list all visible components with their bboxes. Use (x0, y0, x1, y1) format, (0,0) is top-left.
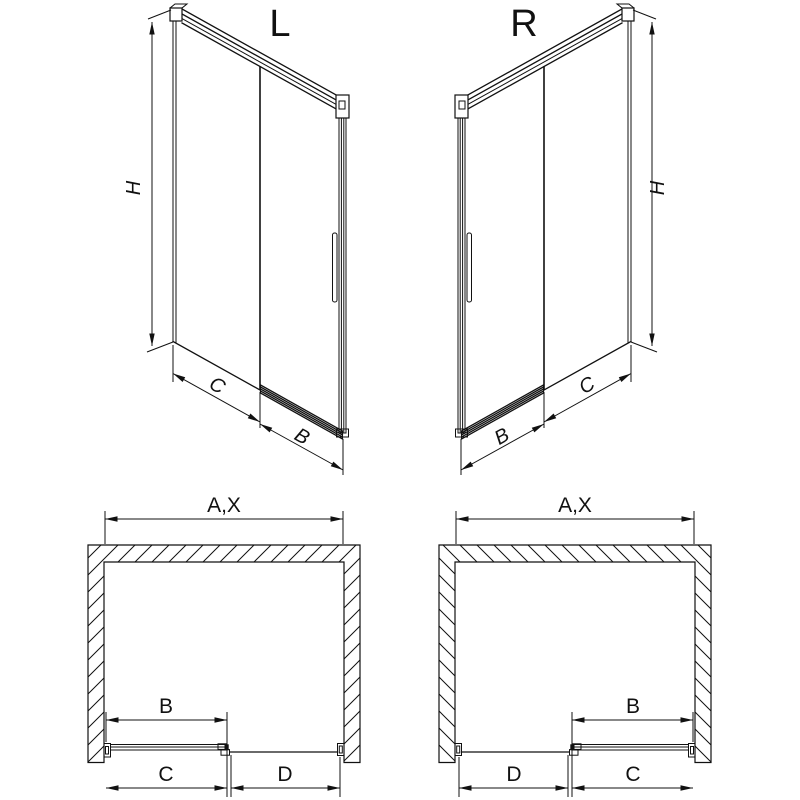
plan-view-right (439, 494, 711, 797)
dim-label-c-plan-right: C (625, 763, 641, 786)
view-label-right: R (510, 3, 538, 45)
dimension-h (147, 10, 173, 352)
dim-label-b-right: B (490, 423, 514, 450)
dim-label-ax-right: A,X (558, 494, 592, 517)
dim-label-ax-left: A,X (207, 494, 241, 517)
door-handle (333, 233, 338, 302)
wall-bracket-near (104, 744, 111, 758)
door-frame (337, 118, 349, 437)
wall-bracket-far (338, 744, 345, 756)
rail-end-cap (336, 95, 349, 118)
niche-wall (88, 545, 360, 763)
door-assembly-plan (104, 744, 344, 758)
dim-label-b-left: B (290, 423, 314, 450)
dim-label-d-plan-left: D (277, 763, 293, 786)
panel-overlap-connector (218, 744, 230, 755)
fixed-panel-edge (173, 21, 176, 342)
dim-label-h-right: H (647, 180, 669, 196)
dim-label-b-plan-left: B (158, 695, 174, 718)
dim-label-h-left: H (123, 180, 145, 196)
dim-label-c-plan-left: C (158, 763, 174, 786)
wall-profile-cap (170, 4, 187, 21)
iso-view-right (455, 3, 669, 475)
dim-label-c-left: C (205, 372, 229, 399)
dim-label-b-plan-right: B (625, 695, 641, 718)
view-label-left: L (269, 3, 291, 45)
dim-label-c-right: C (575, 372, 599, 399)
plan-view-left-labels (158, 494, 292, 786)
dim-label-d-plan-right: D (506, 763, 522, 786)
